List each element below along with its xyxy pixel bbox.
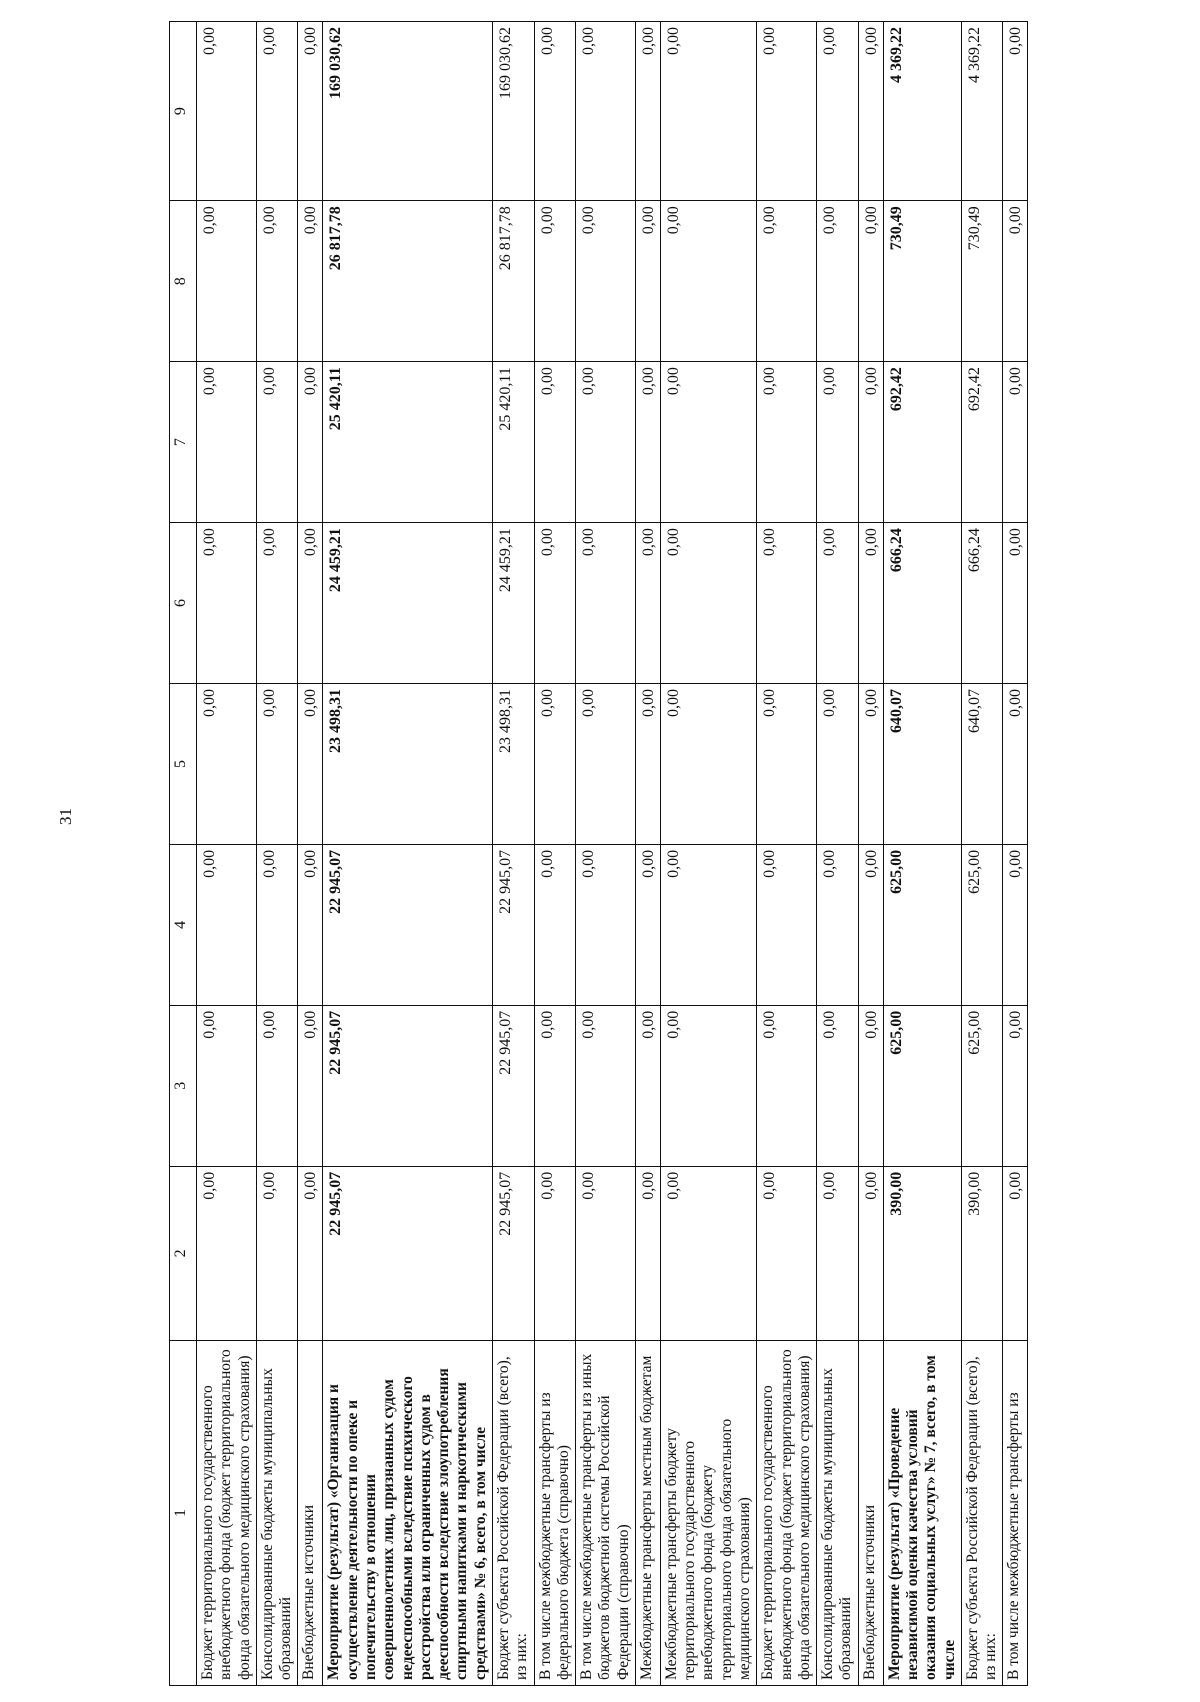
row-value: 0,00 bbox=[298, 362, 323, 523]
row-value: 0,00 bbox=[635, 523, 660, 684]
row-value: 0,00 bbox=[1003, 22, 1028, 201]
row-value: 0,00 bbox=[534, 1005, 576, 1166]
table-row bbox=[635, 22, 660, 1686]
row-value: 0,00 bbox=[660, 1166, 756, 1340]
row-value: 4 369,22 bbox=[961, 22, 1003, 201]
row-value: 0,00 bbox=[197, 1166, 257, 1340]
row-value: 0,00 bbox=[576, 844, 636, 1005]
column-header: 5 bbox=[170, 683, 197, 844]
row-value: 666,24 bbox=[883, 523, 961, 684]
row-value: 0,00 bbox=[256, 1005, 298, 1166]
row-value: 22 945,07 bbox=[492, 844, 534, 1005]
row-value: 0,00 bbox=[858, 844, 883, 1005]
row-value: 22 945,07 bbox=[323, 844, 493, 1005]
row-value: 730,49 bbox=[883, 201, 961, 362]
row-value: 625,00 bbox=[883, 844, 961, 1005]
column-header: 7 bbox=[170, 362, 197, 523]
row-value: 730,49 bbox=[961, 201, 1003, 362]
row-value: 0,00 bbox=[197, 523, 257, 684]
table-row bbox=[883, 22, 961, 1686]
row-value: 0,00 bbox=[660, 201, 756, 362]
row-value: 0,00 bbox=[817, 1166, 859, 1340]
row-label: Бюджет субъекта Российской Федерации (всего), из них: bbox=[961, 1341, 1003, 1686]
row-value: 0,00 bbox=[858, 683, 883, 844]
row-value: 0,00 bbox=[534, 523, 576, 684]
row-value: 0,00 bbox=[1003, 201, 1028, 362]
row-value: 0,00 bbox=[576, 1005, 636, 1166]
row-value: 0,00 bbox=[757, 362, 817, 523]
row-value: 0,00 bbox=[858, 1166, 883, 1340]
row-label: Бюджет территориального государственного внебюджетного фонда (бюджет территориального фонда обязательного медицинского страхования) bbox=[197, 1341, 257, 1686]
row-value: 625,00 bbox=[883, 1005, 961, 1166]
row-value: 0,00 bbox=[298, 683, 323, 844]
row-label: Консолидированные бюджеты муниципальных образований bbox=[256, 1341, 298, 1686]
row-value: 0,00 bbox=[534, 22, 576, 201]
row-value: 0,00 bbox=[858, 1005, 883, 1166]
row-value: 666,24 bbox=[961, 523, 1003, 684]
row-value: 0,00 bbox=[757, 1005, 817, 1166]
column-header: 3 bbox=[170, 1005, 197, 1166]
row-value: 0,00 bbox=[298, 201, 323, 362]
row-value: 25 420,11 bbox=[323, 362, 493, 523]
row-value: 0,00 bbox=[256, 362, 298, 523]
row-value: 0,00 bbox=[817, 844, 859, 1005]
row-value: 0,00 bbox=[635, 844, 660, 1005]
row-value: 0,00 bbox=[1003, 362, 1028, 523]
row-value: 625,00 bbox=[961, 1005, 1003, 1166]
table-row bbox=[256, 22, 298, 1686]
row-value: 0,00 bbox=[817, 1005, 859, 1166]
row-label: Мероприятие (результат) «Организация и осуществление деятельности по опеке и попечительству в отношении совершеннолетних лиц, признанных судом недееспособными вследствие психического расстройства или ограниченных судом в дееспособности вследствие злоупотребления спиртными напитками и наркотическими средствами» № 6, всего, в том числе bbox=[323, 1341, 493, 1686]
table-row bbox=[961, 22, 1003, 1686]
row-value: 0,00 bbox=[660, 1005, 756, 1166]
column-header: 1 bbox=[170, 1341, 197, 1686]
row-value: 0,00 bbox=[660, 844, 756, 1005]
row-value: 0,00 bbox=[1003, 1005, 1028, 1166]
row-value: 0,00 bbox=[817, 362, 859, 523]
row-value: 0,00 bbox=[534, 844, 576, 1005]
row-value: 0,00 bbox=[858, 523, 883, 684]
row-value: 26 817,78 bbox=[323, 201, 493, 362]
row-value: 0,00 bbox=[576, 201, 636, 362]
row-value: 0,00 bbox=[817, 523, 859, 684]
row-label: Межбюджетные трансферты бюджету территориального государственного внебюджетного фонда (бюджету территориального фонда обязательного медицинского страхования) bbox=[660, 1341, 756, 1686]
header-row bbox=[170, 22, 197, 1686]
row-value: 25 420,11 bbox=[492, 362, 534, 523]
table-row bbox=[323, 22, 493, 1686]
row-value: 0,00 bbox=[660, 523, 756, 684]
row-label: Межбюджетные трансферты местным бюджетам bbox=[635, 1341, 660, 1686]
row-value: 0,00 bbox=[197, 1005, 257, 1166]
row-value: 0,00 bbox=[1003, 523, 1028, 684]
column-header: 8 bbox=[170, 201, 197, 362]
column-header: 6 bbox=[170, 523, 197, 684]
row-label: В том числе межбюджетные трансферты из иных бюджетов бюджетной системы Российской Федерации (справочно) bbox=[576, 1341, 636, 1686]
table-row bbox=[757, 22, 817, 1686]
row-value: 23 498,31 bbox=[492, 683, 534, 844]
row-value: 0,00 bbox=[534, 362, 576, 523]
row-value: 0,00 bbox=[660, 22, 756, 201]
row-value: 0,00 bbox=[660, 362, 756, 523]
row-value: 0,00 bbox=[1003, 1166, 1028, 1340]
table-row bbox=[298, 22, 323, 1686]
table-row bbox=[534, 22, 576, 1686]
row-value: 169 030,62 bbox=[323, 22, 493, 201]
row-value: 169 030,62 bbox=[492, 22, 534, 201]
row-value: 0,00 bbox=[635, 1166, 660, 1340]
row-value: 0,00 bbox=[576, 22, 636, 201]
row-value: 0,00 bbox=[817, 683, 859, 844]
row-value: 0,00 bbox=[534, 1166, 576, 1340]
column-header: 9 bbox=[170, 22, 197, 201]
row-value: 0,00 bbox=[256, 683, 298, 844]
row-value: 0,00 bbox=[298, 22, 323, 201]
row-value: 0,00 bbox=[757, 1166, 817, 1340]
row-value: 0,00 bbox=[534, 683, 576, 844]
row-value: 0,00 bbox=[1003, 844, 1028, 1005]
table-row bbox=[492, 22, 534, 1686]
row-value: 0,00 bbox=[757, 201, 817, 362]
budget-table bbox=[169, 21, 1028, 1686]
row-value: 0,00 bbox=[757, 22, 817, 201]
row-value: 390,00 bbox=[961, 1166, 1003, 1340]
rotated-page bbox=[169, 21, 1137, 1686]
row-value: 0,00 bbox=[635, 362, 660, 523]
row-value: 0,00 bbox=[197, 362, 257, 523]
row-label: В том числе межбюджетные трансферты из федерального бюджета (справочно) bbox=[534, 1341, 576, 1686]
row-value: 0,00 bbox=[534, 201, 576, 362]
row-value: 22 945,07 bbox=[492, 1005, 534, 1166]
row-value: 0,00 bbox=[576, 523, 636, 684]
row-value: 0,00 bbox=[576, 362, 636, 523]
row-value: 0,00 bbox=[757, 683, 817, 844]
row-value: 0,00 bbox=[635, 1005, 660, 1166]
row-label: Внебюджетные источники bbox=[298, 1341, 323, 1686]
row-value: 0,00 bbox=[197, 201, 257, 362]
table-row bbox=[576, 22, 636, 1686]
row-label: Консолидированные бюджеты муниципальных образований bbox=[817, 1341, 859, 1686]
row-value: 0,00 bbox=[197, 683, 257, 844]
row-label: Бюджет территориального государственного внебюджетного фонда (бюджет территориального фонда обязательного медицинского страхования) bbox=[757, 1341, 817, 1686]
row-value: 0,00 bbox=[817, 22, 859, 201]
row-value: 692,42 bbox=[961, 362, 1003, 523]
row-value: 0,00 bbox=[256, 22, 298, 201]
row-value: 640,07 bbox=[883, 683, 961, 844]
page-number: 31 bbox=[56, 808, 75, 825]
row-value: 23 498,31 bbox=[323, 683, 493, 844]
table-row bbox=[197, 22, 257, 1686]
table-row bbox=[858, 22, 883, 1686]
row-value: 22 945,07 bbox=[323, 1166, 493, 1340]
table-row bbox=[660, 22, 756, 1686]
row-value: 0,00 bbox=[858, 362, 883, 523]
row-value: 0,00 bbox=[256, 201, 298, 362]
row-value: 0,00 bbox=[635, 683, 660, 844]
row-value: 4 369,22 bbox=[883, 22, 961, 201]
row-label: Мероприятие (результат) «Проведение независимой оценки качества условий оказания социальных услуг» № 7, всего, в том числе bbox=[883, 1341, 961, 1686]
row-value: 0,00 bbox=[256, 844, 298, 1005]
column-header: 2 bbox=[170, 1166, 197, 1340]
row-value: 22 945,07 bbox=[492, 1166, 534, 1340]
row-value: 0,00 bbox=[256, 523, 298, 684]
row-value: 0,00 bbox=[298, 523, 323, 684]
row-value: 0,00 bbox=[1003, 683, 1028, 844]
row-value: 0,00 bbox=[298, 1166, 323, 1340]
row-value: 0,00 bbox=[635, 22, 660, 201]
row-value: 0,00 bbox=[576, 1166, 636, 1340]
row-value: 625,00 bbox=[961, 844, 1003, 1005]
row-value: 26 817,78 bbox=[492, 201, 534, 362]
table-body bbox=[197, 22, 1028, 1686]
row-value: 24 459,21 bbox=[492, 523, 534, 684]
row-label: Бюджет субъекта Российской Федерации (всего), из них: bbox=[492, 1341, 534, 1686]
row-value: 0,00 bbox=[298, 844, 323, 1005]
row-value: 0,00 bbox=[197, 844, 257, 1005]
row-value: 0,00 bbox=[298, 1005, 323, 1166]
row-value: 0,00 bbox=[197, 22, 257, 201]
column-header: 4 bbox=[170, 844, 197, 1005]
row-value: 0,00 bbox=[660, 683, 756, 844]
row-value: 0,00 bbox=[635, 201, 660, 362]
row-value: 0,00 bbox=[757, 523, 817, 684]
row-value: 0,00 bbox=[858, 22, 883, 201]
table-row bbox=[1003, 22, 1028, 1686]
row-value: 0,00 bbox=[757, 844, 817, 1005]
row-label: В том числе межбюджетные трансферты из bbox=[1003, 1341, 1028, 1686]
table-row bbox=[817, 22, 859, 1686]
row-value: 0,00 bbox=[576, 683, 636, 844]
row-value: 390,00 bbox=[883, 1166, 961, 1340]
row-value: 0,00 bbox=[858, 201, 883, 362]
row-value: 640,07 bbox=[961, 683, 1003, 844]
row-label: Внебюджетные источники bbox=[858, 1341, 883, 1686]
row-value: 0,00 bbox=[817, 201, 859, 362]
row-value: 0,00 bbox=[256, 1166, 298, 1340]
row-value: 692,42 bbox=[883, 362, 961, 523]
row-value: 22 945,07 bbox=[323, 1005, 493, 1166]
row-value: 24 459,21 bbox=[323, 523, 493, 684]
